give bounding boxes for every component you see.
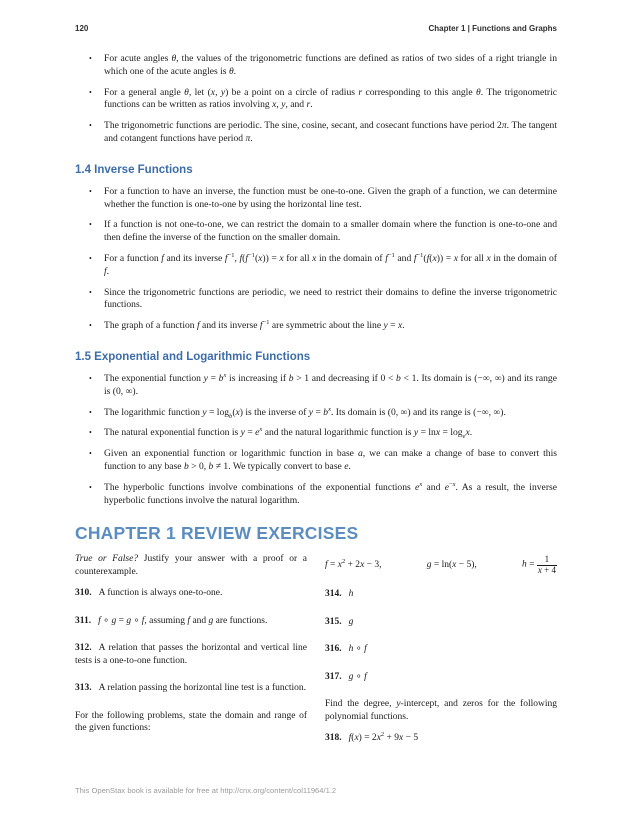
section-heading-1-4: 1.4 Inverse Functions [75, 163, 193, 176]
bullet-text: Since the trigonometric functions are periodic, we need to restrict their domains to define the inverse trigonometric functions. [104, 286, 557, 311]
bullet-marker: • [89, 287, 92, 297]
bullet-item [89, 186, 557, 212]
exercise-318 [325, 732, 557, 745]
bullet-item [89, 373, 557, 399]
exercise-body: $f(x) = 2x^2 + 9x - 5$ [348, 731, 419, 744]
bullet-item [89, 482, 557, 508]
key-concepts-trig [75, 53, 557, 146]
exercise-number: 315. [325, 616, 342, 627]
bullet-text: The logarithmic function $y = \log_b(x)$ is the inverse of $y = b^x$. Its domain is (0, ∞) and its range is (−∞, ∞). [104, 405, 506, 420]
bullet-text: The graph of a function f and its inverse $f^{-1}$ are symmetric about the line y = x. [104, 318, 405, 332]
bullet-marker: • [89, 482, 92, 492]
exercise-number: 314. [325, 589, 342, 600]
bullet-item [89, 448, 557, 474]
bullet-marker: • [89, 321, 92, 331]
exercise-body: f ∘ g = g ∘ f, assuming f and g are functions. [98, 615, 268, 626]
bullet-text: Given an exponential function or logarithmic function in base a, we can make a change of base to convert this function to any base b > 0, b ≠ 1. We typically convert to base e. [104, 448, 557, 472]
bullet-item [89, 253, 557, 279]
bullet-text: The natural exponential function is $y = e^x$ and the natural logarithmic function is $y = \ln x = \log_ex$. [104, 426, 473, 441]
bullet-text: For a general angle θ, let (x, y) be a point on a circle of radius r corresponding to this angle θ. The trigonometric functions can be written as ratios involving x, y, and r. [104, 86, 557, 111]
exercise-number: 312. [75, 643, 92, 654]
equation-f: $f = x^2 + 2x - 3$, [325, 557, 382, 571]
polynomial-instruction: Find the degree, y-intercept, and zeros for the following polynomial functions. [325, 699, 558, 722]
review-columns [75, 553, 557, 759]
bullet-marker: • [89, 54, 92, 63]
bullet-text: The trigonometric functions are periodic. The sine, cosine, secant, and cosecant functions have period 2π. The tangent and cotangent functions have period π. [104, 120, 557, 144]
exercise-number: 313. [75, 683, 92, 694]
bullet-marker: • [89, 121, 92, 131]
exercise-body: g [348, 616, 354, 627]
chapter-review-heading: CHAPTER 1 REVIEW EXERCISES [75, 523, 359, 544]
domain-range-instruction: For the following problems, state the domain and range of the given functions: [75, 710, 307, 734]
bullet-item [89, 320, 557, 333]
exercise-body: h [348, 589, 354, 600]
bullet-text: The hyperbolic functions involve combinations of the exponential functions $e^x$ and $e^{-x}$. As a result, the inverse hyperbolic functions involve the natural logarithm. [104, 480, 558, 506]
section-heading-1-5: 1.5 Exponential and Logarithmic Functions [75, 350, 311, 363]
equation-g: g = ln(x − 5), [426, 560, 477, 571]
exercise-number: 318. [325, 733, 342, 744]
bullet-item [89, 120, 557, 146]
bullet-item [89, 219, 557, 245]
bullet-text: If a function is not one-to-one, we can restrict the domain to a smaller domain where the function is one-to-one and then define the inverse of the function on the smaller domain. [104, 219, 557, 244]
exercise-311 [75, 615, 307, 628]
bullet-marker: • [89, 407, 92, 417]
page-number: 120 [75, 24, 89, 33]
exercise-310 [75, 587, 307, 600]
exercise-body: g ∘ f [348, 671, 367, 682]
exercise-313 [75, 682, 307, 695]
given-functions-row [325, 555, 557, 575]
chapter-header: Chapter 1 | Functions and Graphs [428, 24, 557, 33]
true-false-instruction: True or False? Justify your answer with a proof or a counterexample. [75, 554, 307, 577]
review-left-column [75, 553, 307, 759]
key-concepts-inverse [75, 186, 557, 333]
exercise-317 [325, 671, 557, 684]
bullet-marker: • [89, 373, 92, 383]
bullet-item [89, 53, 557, 79]
bullet-item [89, 287, 557, 313]
exercise-316 [325, 643, 557, 656]
bullet-text: For a function to have an inverse, the function must be one-to-one. Given the graph of a function, we can determine whether the function is one-to-one by using the horizontal line test. [104, 185, 557, 210]
review-right-column [325, 553, 557, 759]
exercise-number: 317. [325, 671, 342, 682]
exercise-315 [325, 616, 557, 629]
exercise-body: A relation passing the horizontal line test is a function. [98, 683, 306, 694]
bullet-marker: • [89, 220, 92, 230]
exercise-314 [325, 588, 557, 601]
bullet-marker: • [89, 428, 92, 438]
equation-h: h = $\frac{1}{x + 4}$ [522, 554, 556, 575]
exercise-body: A function is always one-to-one. [98, 588, 223, 599]
key-concepts-exp-log [75, 373, 557, 507]
bullet-marker: • [89, 186, 92, 196]
exercise-312 [75, 642, 307, 667]
bullet-text: For a function f and its inverse $f^{-1}$, $f(f^{-1}(x)) = x$ for all x in the domain of $f^{-1}$ and $f^{-1}(f(x)) = x$ for all x in the domain of f. [104, 251, 557, 277]
bullet-item [89, 407, 557, 420]
bullet-marker: • [89, 253, 92, 263]
exercise-number: 310. [75, 588, 92, 599]
bullet-text: For acute angles θ, the values of the trigonometric functions are defined as ratios of two sides of a right triangle in which one of the acute angles is θ. [104, 53, 558, 77]
running-header [75, 24, 557, 33]
bullet-marker: • [89, 87, 92, 97]
bullet-text: The exponential function $y = b^x$ is increasing if b > 1 and decreasing if 0 < b < 1. Its domain is (−∞, ∞) and its range is (0, ∞). [104, 371, 557, 397]
bullet-marker: • [89, 449, 92, 459]
bullet-item [89, 87, 557, 113]
exercise-body: h ∘ f [348, 644, 367, 655]
exercise-number: 316. [325, 644, 342, 655]
exercise-number: 311. [75, 615, 92, 626]
exercise-body: A relation that passes the horizontal and vertical line tests is a one-to-one function. [75, 643, 307, 666]
bullet-item [89, 427, 557, 440]
openstax-footer: This OpenStax book is available for free at http://cnx.org/content/col11964/1.2 [75, 786, 337, 795]
